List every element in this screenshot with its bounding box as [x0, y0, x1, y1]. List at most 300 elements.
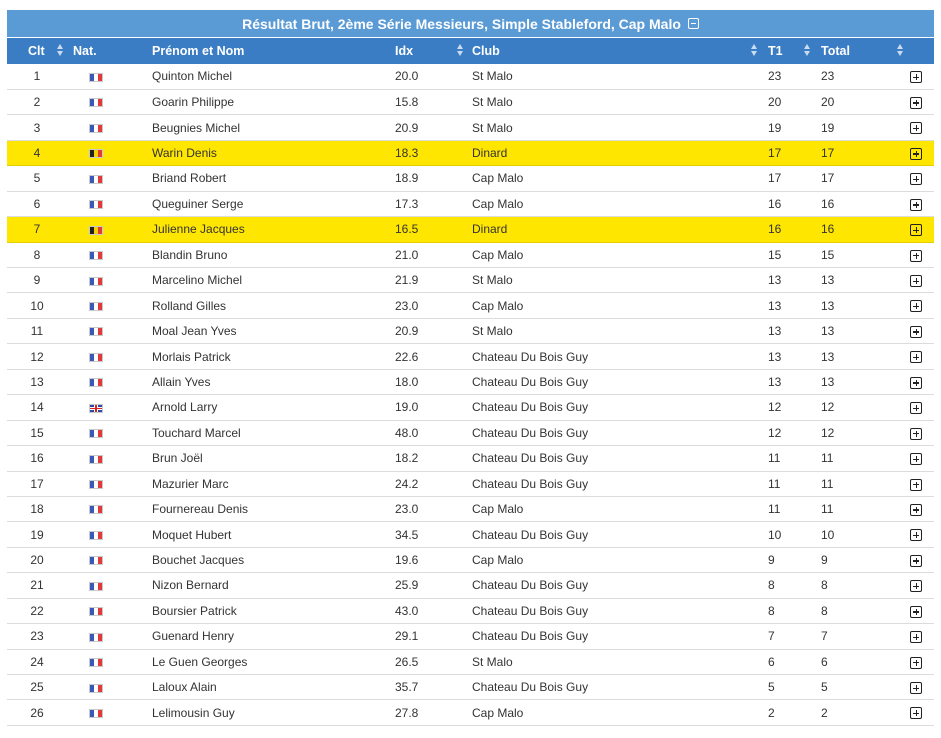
- expand-cell: [907, 522, 934, 547]
- rank-cell: 25: [30, 680, 44, 695]
- club-cell: Cap Malo: [472, 502, 524, 517]
- t1-cell: 10: [768, 527, 782, 542]
- total-cell: 12: [821, 425, 835, 440]
- flag-icon: [89, 149, 103, 158]
- rank-cell: 20: [30, 553, 44, 568]
- rank-cell: 26: [30, 705, 44, 720]
- expand-cell: [907, 115, 934, 140]
- t1-cell: 13: [768, 349, 782, 364]
- expand-cell: [907, 547, 934, 572]
- flag-icon: [89, 658, 103, 667]
- club-cell: St Malo: [472, 69, 513, 84]
- club-cell: Chateau Du Bois Guy: [472, 476, 589, 491]
- expand-plus-icon[interactable]: [910, 122, 922, 134]
- table-row[interactable]: [7, 344, 934, 369]
- name-cell: Goarin Philippe: [152, 95, 235, 110]
- total-cell: 16: [821, 222, 835, 237]
- total-cell: 16: [821, 196, 835, 211]
- flag-icon: [89, 378, 103, 387]
- expand-cell: [907, 344, 934, 369]
- nationality-cell: [67, 496, 152, 521]
- table-row[interactable]: [7, 115, 934, 140]
- table-row[interactable]: [7, 446, 934, 471]
- expand-plus-icon[interactable]: [910, 657, 922, 669]
- nationality-cell: [67, 700, 152, 725]
- results-title-bar[interactable]: [7, 10, 934, 38]
- expand-plus-icon[interactable]: [910, 479, 922, 491]
- expand-cell: [907, 649, 934, 674]
- t1-cell: 19: [768, 120, 782, 135]
- rank-cell: 12: [30, 349, 44, 364]
- table-row[interactable]: [7, 369, 934, 394]
- club-cell: Cap Malo: [472, 247, 524, 262]
- flag-icon: [89, 429, 103, 438]
- sort-icon[interactable]: [804, 43, 811, 57]
- club-cell: Dinard: [472, 146, 508, 161]
- rank-cell: 15: [30, 425, 44, 440]
- index-cell: 29.1: [395, 629, 419, 644]
- name-cell: Moal Jean Yves: [152, 324, 237, 339]
- flag-icon: [89, 607, 103, 616]
- total-cell: 12: [821, 400, 835, 415]
- club-cell: Chateau Du Bois Guy: [472, 629, 589, 644]
- expand-plus-icon[interactable]: [910, 529, 922, 541]
- name-cell: Quinton Michel: [152, 69, 233, 84]
- nationality-cell: [67, 471, 152, 496]
- name-cell: Mazurier Marc: [152, 476, 229, 491]
- column-header-club[interactable]: Club: [472, 38, 768, 64]
- name-cell: Bouchet Jacques: [152, 553, 245, 568]
- nationality-cell: [67, 89, 152, 114]
- index-cell: 19.6: [395, 553, 419, 568]
- expand-plus-icon[interactable]: [910, 71, 922, 83]
- club-cell: Cap Malo: [472, 298, 524, 313]
- rank-cell: 21: [30, 578, 44, 593]
- rank-cell: 18: [30, 502, 44, 517]
- expand-plus-icon[interactable]: [910, 631, 922, 643]
- club-cell: Chateau Du Bois Guy: [472, 527, 589, 542]
- total-cell: 11: [821, 502, 834, 517]
- collapse-icon[interactable]: [688, 18, 699, 29]
- flag-icon: [89, 633, 103, 642]
- table-row[interactable]: [7, 675, 934, 700]
- t1-cell: 13: [768, 298, 782, 313]
- nationality-cell: [67, 624, 152, 649]
- t1-cell: 12: [768, 400, 782, 415]
- table-row[interactable]: [7, 649, 934, 674]
- expand-plus-icon[interactable]: [910, 250, 922, 262]
- t1-cell: 2: [768, 705, 775, 720]
- table-row[interactable]: [7, 242, 934, 267]
- index-cell: 21.9: [395, 273, 419, 288]
- expand-plus-icon[interactable]: [910, 351, 922, 363]
- rank-cell: 3: [33, 120, 41, 135]
- total-cell: 19: [821, 120, 835, 135]
- flag-icon: [89, 200, 103, 209]
- total-cell: 11: [821, 451, 834, 466]
- name-cell: Rolland Gilles: [152, 298, 227, 313]
- expand-plus-icon[interactable]: [910, 682, 922, 694]
- expand-plus-icon[interactable]: [910, 580, 922, 592]
- flag-icon: [89, 327, 103, 336]
- club-cell: St Malo: [472, 654, 513, 669]
- index-cell: 20.9: [395, 120, 419, 135]
- club-cell: Cap Malo: [472, 171, 524, 186]
- club-cell: St Malo: [472, 120, 513, 135]
- expand-plus-icon[interactable]: [910, 148, 922, 160]
- flag-icon: [89, 302, 103, 311]
- results-body: [7, 64, 934, 725]
- rank-cell: 22: [30, 603, 44, 618]
- expand-cell: [907, 496, 934, 521]
- flag-icon: [89, 277, 103, 286]
- expand-cell: [907, 89, 934, 114]
- name-cell: Boursier Patrick: [152, 603, 237, 618]
- expand-plus-icon[interactable]: [910, 402, 922, 414]
- column-header-name[interactable]: Prénom et Nom: [152, 44, 245, 58]
- total-cell: 5: [821, 680, 828, 695]
- rank-cell: 6: [33, 196, 41, 211]
- expand-cell: [907, 318, 934, 343]
- table-row[interactable]: [7, 700, 934, 725]
- expand-cell: [907, 420, 934, 445]
- t1-cell: 12: [768, 425, 782, 440]
- expand-plus-icon[interactable]: [910, 453, 922, 465]
- expand-cell: [907, 446, 934, 471]
- name-cell: Le Guen Georges: [152, 654, 248, 669]
- name-cell: Briand Robert: [152, 171, 227, 186]
- flag-icon: [89, 455, 103, 464]
- total-cell: 13: [821, 374, 835, 389]
- expand-plus-icon[interactable]: [910, 326, 922, 338]
- flag-icon: [89, 505, 103, 514]
- index-cell: 20.0: [395, 69, 419, 84]
- sort-icon[interactable]: [57, 43, 64, 57]
- expand-cell: [907, 191, 934, 216]
- nationality-cell: [67, 217, 152, 242]
- name-cell: Morlais Patrick: [152, 349, 231, 364]
- expand-cell: [907, 64, 934, 89]
- expand-plus-icon[interactable]: [910, 606, 922, 618]
- total-cell: 20: [821, 95, 835, 110]
- nationality-cell: [67, 573, 152, 598]
- index-cell: 18.3: [395, 146, 419, 161]
- expand-plus-icon[interactable]: [910, 97, 922, 109]
- total-cell: 15: [821, 247, 835, 262]
- expand-plus-icon[interactable]: [910, 555, 922, 567]
- club-cell: Chateau Du Bois Guy: [472, 400, 589, 415]
- nationality-cell: [67, 318, 152, 343]
- club-cell: St Malo: [472, 273, 513, 288]
- name-cell: Beugnies Michel: [152, 120, 241, 135]
- nationality-cell: [67, 446, 152, 471]
- expand-cell: [907, 166, 934, 191]
- nationality-cell: [67, 293, 152, 318]
- index-cell: 25.9: [395, 578, 419, 593]
- club-cell: St Malo: [472, 324, 513, 339]
- flag-icon: [89, 73, 103, 82]
- total-cell: 13: [821, 324, 835, 339]
- name-cell: Arnold Larry: [152, 400, 218, 415]
- flag-icon: [89, 709, 103, 718]
- index-cell: 48.0: [395, 425, 419, 440]
- results-panel: [7, 10, 934, 726]
- index-cell: 18.0: [395, 374, 419, 389]
- flag-icon: [89, 353, 103, 362]
- t1-cell: 7: [768, 629, 775, 644]
- flag-icon: [89, 98, 103, 107]
- name-cell: Guenard Henry: [152, 629, 235, 644]
- flag-icon: [89, 556, 103, 565]
- table-row[interactable]: [7, 598, 934, 623]
- rank-cell: 4: [33, 146, 41, 161]
- table-row[interactable]: [7, 395, 934, 420]
- index-cell: 35.7: [395, 680, 419, 695]
- club-cell: Cap Malo: [472, 553, 524, 568]
- total-cell: 13: [821, 273, 835, 288]
- expand-cell: [907, 395, 934, 420]
- index-cell: 17.3: [395, 196, 419, 211]
- t1-cell: 8: [768, 603, 775, 618]
- rank-cell: 17: [30, 476, 44, 491]
- t1-cell: 13: [768, 273, 782, 288]
- flag-icon: [89, 582, 103, 591]
- nationality-cell: [67, 598, 152, 623]
- t1-cell: 23: [768, 69, 782, 84]
- nationality-cell: [67, 191, 152, 216]
- nationality-cell: [67, 140, 152, 165]
- t1-cell: 20: [768, 95, 782, 110]
- total-cell: 11: [821, 476, 834, 491]
- flag-icon: [89, 404, 103, 413]
- index-cell: 16.5: [395, 222, 419, 237]
- t1-cell: 15: [768, 247, 782, 262]
- expand-plus-icon[interactable]: [910, 300, 922, 312]
- table-row[interactable]: [7, 217, 934, 242]
- expand-cell: [907, 675, 934, 700]
- club-cell: Chateau Du Bois Guy: [472, 425, 589, 440]
- table-row[interactable]: [7, 624, 934, 649]
- expand-cell: [907, 598, 934, 623]
- rank-cell: 5: [33, 171, 41, 186]
- rank-cell: 11: [30, 324, 44, 339]
- rank-cell: 9: [33, 273, 41, 288]
- total-cell: 13: [821, 349, 835, 364]
- index-cell: 34.5: [395, 527, 419, 542]
- total-cell: 23: [821, 69, 835, 84]
- table-row[interactable]: [7, 471, 934, 496]
- table-header: [7, 38, 934, 64]
- nationality-cell: [67, 420, 152, 445]
- flag-icon: [89, 226, 103, 235]
- index-cell: 24.2: [395, 476, 419, 491]
- index-cell: 18.2: [395, 451, 419, 466]
- rank-cell: 14: [30, 400, 44, 415]
- rank-cell: 1: [33, 69, 41, 84]
- club-cell: Chateau Du Bois Guy: [472, 374, 589, 389]
- column-header-idx[interactable]: Idx: [395, 38, 472, 64]
- name-cell: Lelimousin Guy: [152, 705, 235, 720]
- t1-cell: 16: [768, 222, 782, 237]
- table-row[interactable]: [7, 522, 934, 547]
- flag-icon: [89, 124, 103, 133]
- nationality-cell: [67, 268, 152, 293]
- expand-plus-icon[interactable]: [910, 199, 922, 211]
- total-cell: 10: [821, 527, 835, 542]
- nationality-cell: [67, 649, 152, 674]
- total-cell: 17: [821, 146, 835, 161]
- flag-icon: [89, 175, 103, 184]
- table-row[interactable]: [7, 293, 934, 318]
- rank-cell: 7: [33, 222, 41, 237]
- total-cell: 13: [821, 298, 835, 313]
- t1-cell: 16: [768, 196, 782, 211]
- column-header-rank[interactable]: Clt: [7, 38, 67, 64]
- club-cell: Cap Malo: [472, 196, 524, 211]
- sort-icon[interactable]: [457, 43, 464, 57]
- rank-cell: 16: [30, 451, 44, 466]
- club-cell: Chateau Du Bois Guy: [472, 603, 589, 618]
- table-row[interactable]: [7, 496, 934, 521]
- name-cell: Brun Joël: [152, 451, 203, 466]
- flag-icon: [89, 251, 103, 260]
- table-row[interactable]: [7, 420, 934, 445]
- index-cell: 43.0: [395, 603, 419, 618]
- name-cell: Julienne Jacques: [152, 222, 245, 237]
- table-row[interactable]: [7, 268, 934, 293]
- rank-cell: 2: [33, 95, 41, 110]
- total-cell: 9: [821, 553, 828, 568]
- expand-plus-icon[interactable]: [910, 428, 922, 440]
- nationality-cell: [67, 522, 152, 547]
- name-cell: Nizon Bernard: [152, 578, 229, 593]
- total-cell: 8: [821, 603, 828, 618]
- nationality-cell: [67, 166, 152, 191]
- index-cell: 23.0: [395, 502, 419, 517]
- expand-plus-icon[interactable]: [910, 275, 922, 287]
- expand-cell: [907, 369, 934, 394]
- t1-cell: 17: [768, 146, 782, 161]
- expand-plus-icon[interactable]: [910, 504, 922, 516]
- index-cell: 19.0: [395, 400, 419, 415]
- club-cell: Chateau Du Bois Guy: [472, 680, 589, 695]
- nationality-cell: [67, 64, 152, 89]
- table-row[interactable]: [7, 547, 934, 572]
- name-cell: Queguiner Serge: [152, 196, 244, 211]
- total-cell: 2: [821, 705, 828, 720]
- flag-icon: [89, 531, 103, 540]
- expand-cell: [907, 573, 934, 598]
- expand-cell: [907, 268, 934, 293]
- expand-cell: [907, 140, 934, 165]
- rank-cell: 23: [30, 629, 44, 644]
- results-title: Résultat Brut, 2ème Série Messieurs, Simple Stableford, Cap Malo: [242, 15, 681, 32]
- t1-cell: 17: [768, 171, 782, 186]
- name-cell: Marcelino Michel: [152, 273, 243, 288]
- club-cell: Cap Malo: [472, 705, 524, 720]
- t1-cell: 11: [768, 451, 781, 466]
- index-cell: 20.9: [395, 324, 419, 339]
- t1-cell: 11: [768, 476, 781, 491]
- expand-plus-icon[interactable]: [910, 707, 922, 719]
- expand-plus-icon[interactable]: [910, 173, 922, 185]
- t1-cell: 13: [768, 374, 782, 389]
- column-header-total[interactable]: Total: [821, 38, 907, 64]
- rank-cell: 24: [30, 654, 44, 669]
- index-cell: 22.6: [395, 349, 419, 364]
- expand-cell: [907, 242, 934, 267]
- t1-cell: 9: [768, 553, 775, 568]
- t1-cell: 8: [768, 578, 775, 593]
- index-cell: 27.8: [395, 705, 419, 720]
- expand-cell: [907, 293, 934, 318]
- sort-icon[interactable]: [897, 43, 904, 57]
- table-row[interactable]: [7, 166, 934, 191]
- index-cell: 23.0: [395, 298, 419, 313]
- flag-icon: [89, 480, 103, 489]
- t1-cell: 13: [768, 324, 782, 339]
- nationality-cell: [67, 675, 152, 700]
- column-header-t1[interactable]: T1: [768, 38, 821, 64]
- index-cell: 21.0: [395, 247, 419, 262]
- name-cell: Blandin Bruno: [152, 247, 228, 262]
- nationality-cell: [67, 344, 152, 369]
- flag-icon: [89, 684, 103, 693]
- column-header-actions: [907, 38, 934, 64]
- name-cell: Fournereau Denis: [152, 502, 249, 517]
- expand-cell: [907, 217, 934, 242]
- club-cell: Chateau Du Bois Guy: [472, 349, 589, 364]
- name-cell: Allain Yves: [152, 374, 211, 389]
- nationality-cell: [67, 395, 152, 420]
- total-cell: 17: [821, 171, 835, 186]
- rank-cell: 10: [30, 298, 44, 313]
- table-row[interactable]: [7, 89, 934, 114]
- t1-cell: 5: [768, 680, 775, 695]
- expand-plus-icon[interactable]: [910, 224, 922, 236]
- nationality-cell: [67, 115, 152, 140]
- table-row[interactable]: [7, 318, 934, 343]
- t1-cell: 6: [768, 654, 775, 669]
- club-cell: Dinard: [472, 222, 508, 237]
- expand-cell: [907, 624, 934, 649]
- expand-plus-icon[interactable]: [910, 377, 922, 389]
- table-row[interactable]: [7, 191, 934, 216]
- table-row[interactable]: [7, 140, 934, 165]
- name-cell: Touchard Marcel: [152, 425, 241, 440]
- total-cell: 6: [821, 654, 828, 669]
- total-cell: 8: [821, 578, 828, 593]
- table-row[interactable]: [7, 64, 934, 89]
- index-cell: 18.9: [395, 171, 419, 186]
- sort-icon[interactable]: [751, 43, 758, 57]
- club-cell: Chateau Du Bois Guy: [472, 451, 589, 466]
- name-cell: Warin Denis: [152, 146, 217, 161]
- t1-cell: 11: [768, 502, 781, 517]
- nationality-cell: [67, 369, 152, 394]
- expand-cell: [907, 700, 934, 725]
- rank-cell: 19: [30, 527, 44, 542]
- table-row[interactable]: [7, 573, 934, 598]
- column-header-nat[interactable]: Nat.: [73, 44, 97, 58]
- name-cell: Moquet Hubert: [152, 527, 232, 542]
- total-cell: 7: [821, 629, 828, 644]
- rank-cell: 13: [30, 374, 44, 389]
- index-cell: 26.5: [395, 654, 419, 669]
- club-cell: Chateau Du Bois Guy: [472, 578, 589, 593]
- nationality-cell: [67, 547, 152, 572]
- rank-cell: 8: [33, 247, 41, 262]
